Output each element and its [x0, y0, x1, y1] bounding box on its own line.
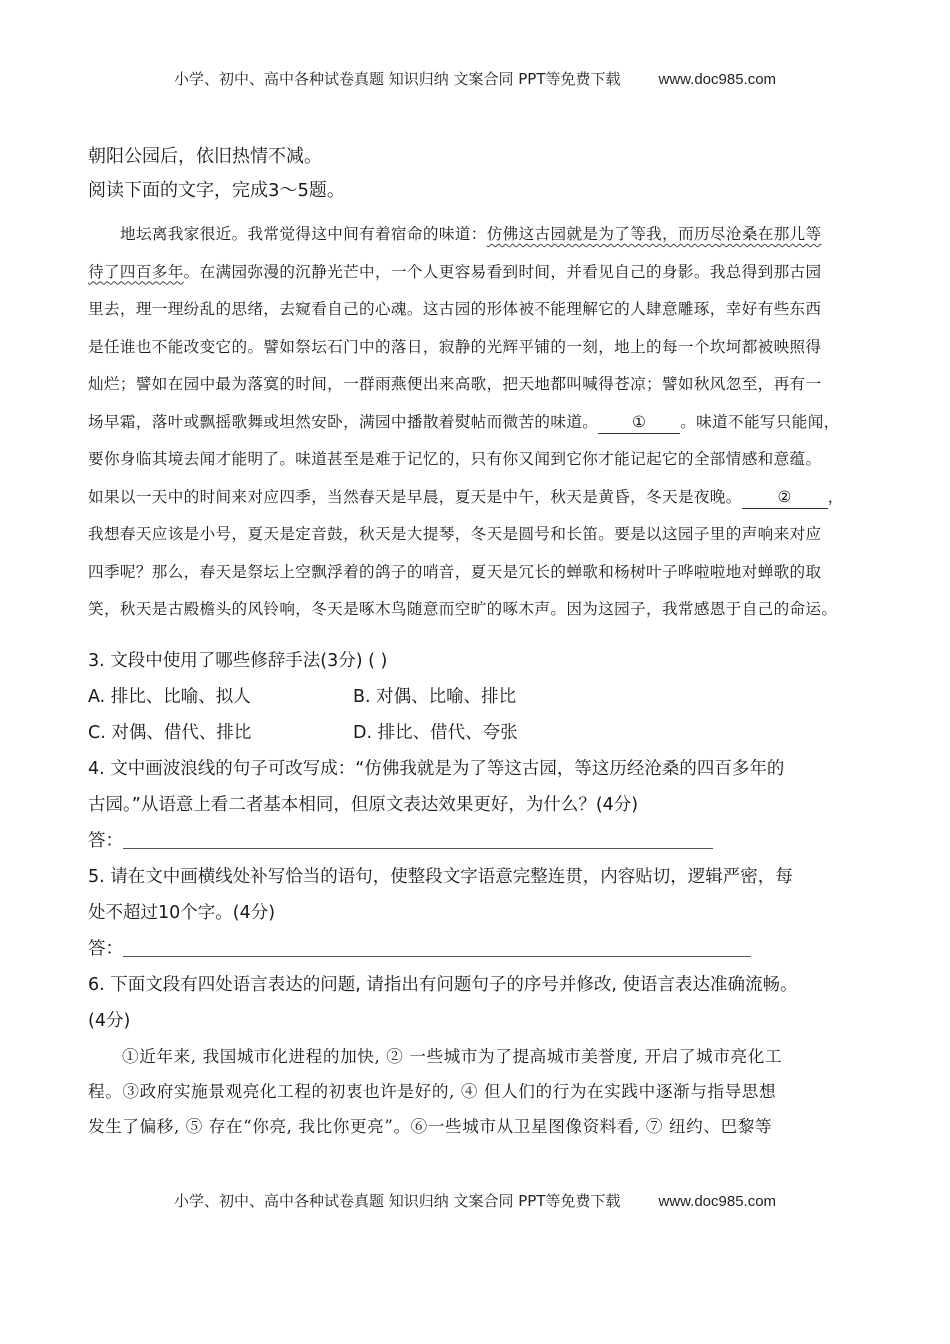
- passage-6-line: 程。③政府实施景观亮化工程的初衷也许是好的, ④ 但人们的行为在实践中逐渐与指导思想: [88, 1081, 777, 1101]
- passage-line: [88, 216, 878, 254]
- fill-blank-2[interactable]: ②: [742, 486, 828, 509]
- passage-line: 里去，理一理纷乱的思绪，去窥看自己的心魂。这古园的形体被不能理解它的人肆意雕琢，幸好有些东西: [88, 300, 822, 318]
- answer-line-4[interactable]: [123, 826, 713, 849]
- question-6-passage: [88, 1039, 878, 1144]
- answer-row-5: [88, 931, 878, 967]
- wavy-underlined-sentence: 待了四百多年: [88, 262, 184, 281]
- passage-line: 四季呢？那么，春天是祭坛上空飘浮着的鸽子的哨音，夏天是冗长的蝉歌和杨树叶子哗啦啦地对蝉歌的取: [88, 562, 822, 581]
- passage-line: [88, 404, 878, 442]
- passage-text: 场早霜，落叶或飘摇歌舞或坦然安卧，满园中播散着熨帖而微苦的味道。: [88, 412, 599, 431]
- option-c[interactable]: C. 对偶、借代、排比: [88, 722, 252, 743]
- question-4-line-2: 古园。”从语意上看二者基本相同，但原文表达效果更好，为什么？(4分): [88, 794, 639, 815]
- passage-line: [88, 254, 878, 292]
- header-text: 小学、初中、高中各种试卷真题 知识归纳 文案合同 PPT等免费下载: [173, 70, 621, 88]
- answer-row-4: [88, 823, 878, 859]
- passage-line: 要你身临其境去闻才能明了。味道甚至是难于记忆的，只有你又闻到它你才能记起它的全部情感和意蕴。: [88, 450, 822, 468]
- question-6-line-1: 6. 下面文段有四处语言表达的问题, 请指出有问题句子的序号并修改, 使语言表达准确流畅。: [88, 974, 798, 995]
- passage-6-line: 发生了偏移, ⑤ 存在“你亮, 我比你更亮”。⑥一些城市从卫星图像资料看, ⑦ 纽约、巴黎等: [88, 1116, 773, 1136]
- fill-blank-1[interactable]: ①: [598, 411, 680, 434]
- option-b[interactable]: B. 对偶、比喻、排比: [353, 686, 517, 707]
- option-d[interactable]: D. 排比、借代、夸张: [353, 722, 518, 743]
- question-5-line-1: 5. 请在文中画横线处补写恰当的语句，使整段文字语意完整连贯，内容贴切，逻辑严密，每: [88, 866, 793, 887]
- option-a[interactable]: A. 排比、比喻、拟人: [88, 686, 251, 707]
- answer-label: 答：: [88, 938, 123, 959]
- question-3-options-row-1: [88, 679, 878, 715]
- reading-passage: [88, 216, 878, 629]
- passage-line: 我想春天应该是小号，夏天是定音鼓，秋天是大提琴，冬天是圆号和长笛。要是以这园子里的声响来对应: [88, 525, 822, 543]
- page-footer: [0, 1190, 950, 1211]
- question-4-line-1: 4. 文中画波浪线的句子可改写成：“仿佛我就是为了等这古园，等这历经沧桑的四百多年的: [88, 758, 785, 779]
- intro-line-2: 阅读下面的文字，完成3～5题。: [88, 180, 345, 201]
- intro-line-1: 朝阳公园后，依旧热情不减。: [88, 146, 322, 167]
- header-site[interactable]: www.doc985.com: [658, 71, 777, 88]
- passage-text: 如果以一天中的时间来对应四季，当然春天是早晨，夏天是中午，秋天是黄昏，冬天是夜晚。: [88, 487, 742, 506]
- question-5-line-2: 处不超过10个字。(4分): [88, 902, 276, 923]
- passage-line: 是任谁也不能改变它的。譬如祭坛石门中的落日，寂静的光辉平铺的一刻，地上的每一个坎坷都被映照得: [88, 337, 822, 356]
- passage-text: 。在满园弥漫的沉静光芒中，一个人更容易看到时间，并看见自己的身影。我总得到那古园: [183, 262, 822, 281]
- question-6-line-2: (4分): [88, 1010, 131, 1031]
- page-header: [0, 68, 950, 89]
- passage-line: [88, 479, 878, 517]
- passage-text: 地坛离我家很近。我常觉得这中间有着宿命的味道：: [120, 225, 487, 243]
- passage-6-line: ①近年来, 我国城市化进程的加快, ② 一些城市为了提高城市美誉度, 开启了城市亮化工: [122, 1046, 783, 1066]
- footer-site[interactable]: www.doc985.com: [658, 1193, 777, 1210]
- passage-line: 灿烂；譬如在园中最为落寞的时间，一群雨燕便出来高歌，把天地都叫喊得苍凉；譬如秋风忽至，再有一: [88, 375, 822, 393]
- wavy-underlined-sentence: 仿佛这古园就是为了等我，而历尽沧桑在那儿等: [486, 225, 822, 243]
- answer-label: 答：: [88, 830, 123, 851]
- passage-line: 笑，秋天是古殿檐头的风铃响，冬天是啄木鸟随意而空旷的啄木声。因为这园子，我常感恩于自己的命运。: [88, 600, 838, 618]
- document-body: [88, 140, 878, 1144]
- question-3-options-row-2: [88, 715, 878, 751]
- question-3: 3. 文段中使用了哪些修辞手法(3分) ( ): [88, 650, 388, 671]
- answer-line-5[interactable]: [123, 934, 751, 957]
- passage-text: ，: [827, 487, 844, 506]
- passage-text: 。味道不能写只能闻，: [680, 412, 840, 431]
- footer-text: 小学、初中、高中各种试卷真题 知识归纳 文案合同 PPT等免费下载: [173, 1192, 621, 1210]
- questions-section: [88, 643, 878, 1039]
